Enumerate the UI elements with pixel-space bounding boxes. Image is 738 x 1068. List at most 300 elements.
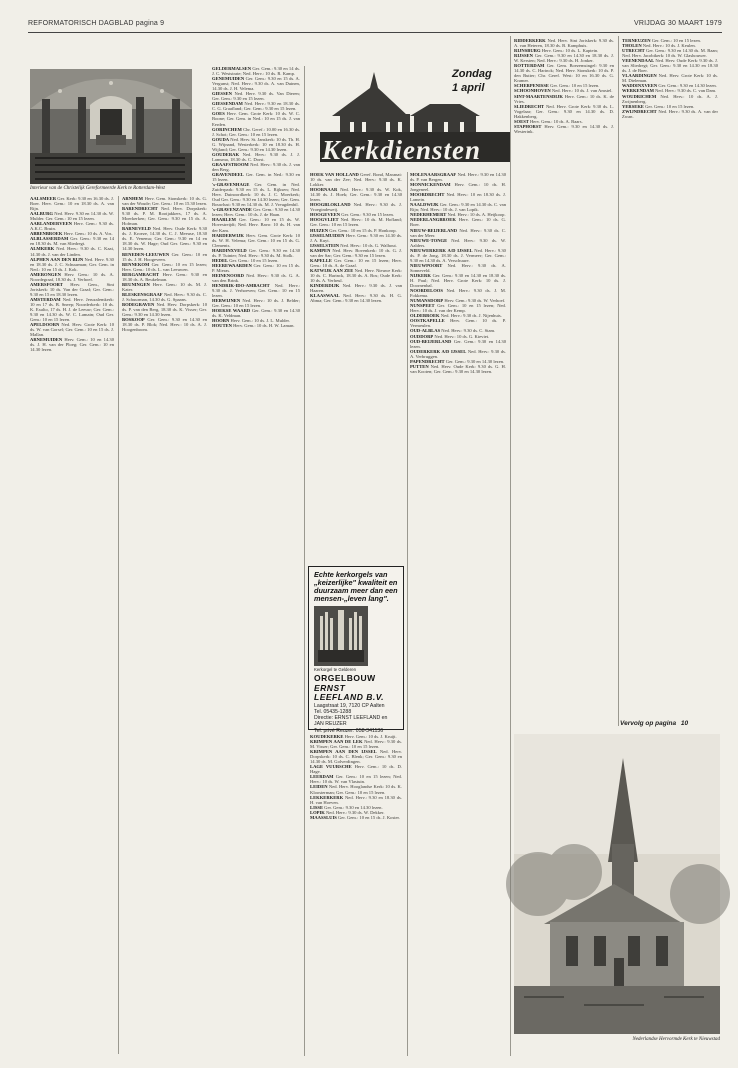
church-listing [30, 196, 114, 211]
church-listing [122, 302, 207, 317]
listing-services: Ned. Herv.: 9.30 ds. W. Aalders. [410, 237, 506, 248]
listing-services: Chr. Geref.: 10.00 en 16.30 ds. J. Schot; Ger. Gem.: 10 en 15 lezen. [212, 126, 300, 137]
listing-services: Ger. Gem.: 10 en 15 lezen. [228, 257, 279, 263]
listing-services: Herv. Gem.: 10 ds. M. J. Kater. [122, 281, 207, 292]
listing-services: Ned. Herv.: 9.30 ds. A. van der Zwan. [622, 108, 718, 119]
listing-services: Herv. Gem.: 10 ds. P. Vermeulen. [410, 318, 506, 329]
church-listing [30, 211, 114, 221]
listing-services: Ger. Gem.: 9.30 en 14.30 lezen; Herv. Gem.: 10 ds. J. de Haan. [212, 207, 300, 218]
church-listing [410, 364, 506, 374]
listing-services: Herv. Gem. Grote Kerk: 10 ds. W. H. Velema; Ger. Gem.: 10 en 15 ds. G. Clements. [212, 232, 300, 248]
listing-place: GELDERMALSEN [212, 66, 252, 71]
listing-services: Ned. Herv.: 10 ds. M. Hofland; Ger. Gem.: 10 en 15 lezen. [310, 217, 402, 228]
header-left: REFORMATORISCH DAGBLAD pagina 9 [28, 20, 165, 27]
listing-place: AMSTERDAM [30, 296, 61, 302]
listing-place: 's-GRAVENZANDE [212, 207, 252, 213]
listing-place: KAPELLE [310, 257, 332, 263]
listing-services: Ned. Herv. Oude Kerk: 9.30 ds. J. Kroeze, 14.30 ds. C. J. Meeuse, 18.30 ds. E. Venema; Ger. Gem.: 9.30 en 14 en 18.30 ds. W. Hage; Oud Ger. Gem.: 9.30 en 14.30 lezen. [122, 226, 207, 252]
ad-phone: Tel. 05435-1288 [314, 708, 352, 715]
listing-place: GOUDERAK [212, 151, 240, 157]
listing-place: MAASSLUIS [310, 814, 337, 820]
church-listing [410, 228, 506, 238]
church-listing [514, 63, 614, 83]
listing-place: RIJNSBURG [514, 48, 541, 54]
church-listing [410, 349, 506, 359]
listing-services: Ned. Herv. Oude Kerk: 9.30 ds. G. H. van Kooten; Ger. Gem.: 9.30 en 14.30 lezen. [410, 363, 506, 374]
listing-place: ALBLASSERDAM [30, 236, 69, 242]
listing-services: Ned. Herv. 9.30 en 18.30 ds. J. C. Schuurman; Ger. Gem. in Ned.: 10 en 15 ds. J. Kok. [30, 256, 114, 272]
church-listing [410, 192, 506, 202]
church-exterior-illustration [514, 734, 720, 1034]
listing-place: SLIEDRECHT [514, 103, 545, 109]
ad-heading: ORGELBOUW [314, 673, 376, 683]
church-listing [30, 297, 114, 322]
church-listing [622, 58, 718, 73]
church-listing [212, 263, 300, 273]
ad-address: Laagstraat 19, 7120 CP Aalten [314, 702, 385, 709]
church-listing [122, 252, 207, 262]
listing-place: LISSE [310, 804, 324, 810]
listing-services: Ned. Herv. Bovenkerk: 10 ds. G. J. van der Sar; Ger. Gem.: 9.30 en 15 lezen. [310, 247, 402, 258]
church-listing [122, 206, 207, 226]
listing-place: VEENENDAAL [622, 58, 655, 64]
listing-services: Ger. Gem.: 9.30 en 14.30 lezen. [410, 338, 506, 349]
listing-services: Ger. Gem.: 9.30 en 14.30 ds. K. Veldman. [212, 308, 301, 319]
church-listing [310, 774, 402, 784]
listing-services: Herv. Gem.: 10 ds. A. Vos. [62, 231, 113, 237]
church-listing [212, 248, 300, 258]
listing-place: HOOGEVEEN [310, 212, 341, 218]
listing-services: Herv. Gem.: 10 ds. L. Kaptein. [540, 48, 599, 54]
ad-name-1: ERNST [314, 682, 346, 693]
church-listing [310, 749, 402, 764]
listing-place: HAARLEM [212, 217, 236, 223]
listing-services: Herv. Gem.: 9.30 en 14.30 ds. J. A. Kuyt. [310, 232, 402, 243]
listing-services: Herv. Gem.: 10 ds. H. Jongeneel. [410, 182, 506, 193]
listing-services: Ned. Herv. Dorpskerk: 10 ds. P. van den Berg, 18.30 ds. K. Visser; Ger. Gem.: 9.30 en 14.30 lezen. [122, 301, 207, 318]
listing-services: Ned. Herv. Dorpskerk: 10 ds. C. Blenk; Ger. Gem.: 9.30 en 14.30 ds. M. Golverdingen. [310, 749, 402, 765]
listing-place: OUDERKERK A/D IJSSEL [410, 348, 467, 354]
listing-services: Herv. Gem.: 9.30 en 18.30 ds. A. Beukelman. [122, 271, 207, 282]
listing-place: MONNICKENDAM [410, 182, 451, 188]
listing-place: SCHOONHOVEN [514, 88, 551, 94]
church-listing [310, 764, 402, 774]
church-listing [212, 66, 300, 76]
listing-services: Ned. Herv.: 10 ds. G. Kieviet. [433, 333, 490, 339]
listing-services: Ned. Herv.: 9.30 ds. C. Kaai, 14.30 ds. J. van der Linden. [30, 246, 114, 257]
listing-services: Ger. Gem.: 10 en 15 lezen; Ned. Herv.: 10 ds. W. van Vlastuin. [310, 774, 402, 785]
church-listing [212, 137, 300, 152]
listing-place: WOUDRICHEM [622, 93, 657, 99]
church-listing [514, 94, 614, 104]
listing-place: GIESSEN [212, 91, 232, 97]
listing-services: Herv. Gem.: 10 ds. D. Hage. [310, 764, 402, 775]
church-listing [310, 172, 402, 187]
listing-place: HOOGVLIET [310, 217, 339, 223]
column-3-lower [310, 734, 402, 1056]
ad-name-2: LEEFLAND B.V. [314, 692, 384, 702]
listing-place: HUIZEN [310, 227, 329, 233]
listing-services: Ned. Herv.: 9.30 ds. C. J. Schuurman, 14.30 ds. G. Spaans. [122, 291, 207, 302]
listing-services: Ned. Herv.: 10 en 18.30 ds. J. Lamein. [410, 192, 506, 203]
church-listing [212, 101, 300, 111]
listing-place: BODEGRAVEN [122, 301, 155, 307]
listing-services: Ned. Herv.: 10 ds. J. van Amstel. [550, 88, 613, 94]
listing-services: Herv. Gem.: 9.30 ds. A.K.C. Bruin. [30, 221, 114, 232]
listing-services: Ned. Herv.: 9.30 ds. M. Visser; Ger. Gem.: 10 en 15 lezen. [310, 739, 402, 750]
listing-services: Herv. Gem. Sionskerk: 10 ds. G. van der Woude; Ger. Gem.: 10 en 15.30 lezen. [122, 196, 208, 207]
church-listing [514, 53, 614, 63]
listing-services: Ger. Gem.: 9.30 en 15 lezen. [340, 212, 394, 218]
listing-place: ALMKERK [30, 246, 55, 252]
listing-place: NEDERHEMERT [410, 212, 447, 218]
ad-directors: Directie: ERNST LEEFLAND en JAN REUZER [314, 715, 388, 728]
church-listing [410, 217, 506, 227]
listing-place: RIJSSEN [514, 53, 533, 59]
listing-services: Herv. Gem.: 10 ds. J. Kruijt. [343, 734, 397, 739]
column-1 [30, 196, 114, 1054]
listing-services: Ger. Gem.: 9.30 en 14.30 ds. P. Tuinier; Ned. Herv.: 9.30 ds. M. Stolk. [212, 247, 300, 258]
listing-place: KRIMPEN AAN DE LEK [310, 739, 363, 745]
listing-services: Herv. Gem.: 10 ds. A. Noordegraaf, 18.30 ds. J. Verhoef. [30, 271, 114, 282]
church-interior-photo [30, 69, 192, 184]
listing-place: LEERDAM [310, 774, 334, 780]
listing-services: Ger. Gem. in Ned. Zuiderpark: 9.30 en 15 ds. L. Rijksen; Ned. Herv. Duinoordkerk: 10 ds. J. C. Moerkerk; Oud Ger. Gem.: 9.30 en 14.30 lezen; Ger. Gem. Bouwlust: 9.30 en 14.30 ds. M. J. Vreugdenhil. [212, 182, 300, 208]
header-right: VRIJDAG 30 MAART 1979 [634, 20, 722, 27]
listing-place: SCHERPENISSE [514, 83, 549, 89]
listing-place: KAMPEN [310, 247, 331, 253]
listing-services: Ger. Gem.: 10 en 15 lezen; Herv. Gem.: 10 ds. L. van Leeuwen. [122, 261, 207, 272]
listing-place: AARLANDERVEEN [30, 221, 72, 227]
church-listing [310, 268, 402, 283]
photo-caption-nieuwstad: Nederlandse Hervormde Kerk te Nieuwstad [632, 1037, 720, 1042]
church-listing [410, 303, 506, 313]
listing-services: Ned. Herv.: 9.30 en 18.30 ds. H. van Hoeven. [310, 794, 402, 805]
listing-place: BLESKENSGRAAF [122, 291, 163, 297]
listing-place: THOLEN [622, 43, 642, 49]
listing-place: HEINENOORD [212, 272, 244, 278]
church-listing [410, 288, 506, 298]
church-listing [410, 263, 506, 273]
listing-services: Ger. Gem. in Ned.: 9.30 en 15 lezen. [212, 171, 300, 183]
listing-services: Herv. Gem.: 9.30 en 14.30 ds. J. Westerink. [514, 123, 614, 134]
organ-photo [314, 606, 368, 666]
listing-services: Ned. Herv.: 9.30 ds. G. A. van den Brink. [212, 272, 300, 283]
listing-place: NOORDELOOS [410, 288, 443, 294]
church-listing [410, 182, 506, 192]
listing-place: PAPENDRECHT [410, 358, 445, 364]
listing-place: MOORDRECHT [410, 192, 445, 198]
column-2 [122, 196, 207, 1054]
listing-services: Ger. Gem.: 9.30 en 14.30 en 18.30 ds. H. Paul; Ned. Herv. Grote Kerk: 10 ds. J. Doornenbal. [410, 272, 506, 289]
listing-place: KINDERDIJK [310, 283, 340, 289]
listing-services: Ger. Gem.: 10 en 15 lezen; Ned. Herv.: 10 ds. J. van der Kemp. [410, 303, 506, 314]
listing-place: HOEKSE WAARD [212, 308, 251, 314]
church-listing [212, 127, 300, 137]
listing-place: OUDDORP [410, 333, 434, 339]
listing-place: LEKKERKERK [310, 794, 344, 800]
listing-place: NEDERLANGBROEK [410, 217, 456, 223]
listing-services: Ned. Herv. Nieuwe Kerk: 10 ds. C. Harinck, 18.30 ds. A. Bos; Oude Kerk: 10 ds. A. Verheul. [310, 267, 402, 283]
listing-place: ALPHEN AAN DEN RIJN [30, 256, 84, 262]
listing-place: HEDEL [212, 257, 229, 263]
listing-services: Ned. Herv. St. Janskerk: 10 ds. Th. H. G. Wijnand, Westerkerk: 10 en 18.30 ds. H. Wijland; Ger. Gem.: 9.30 en 14.30 lezen. [212, 136, 300, 152]
church-listing [310, 258, 402, 268]
listing-services: Ned. Herv.: 9.30 ds. C. van Dam. [653, 88, 717, 94]
listing-place: BENNEKOM [122, 261, 150, 267]
listing-place: HOORNAAR [310, 187, 338, 193]
listing-place: GOUDA [212, 136, 230, 142]
listing-services: Ger. Gem.: 9.30 en 14.30 lezen. [657, 83, 717, 89]
listing-services: Ned. Herv.: 9.30 ds. J. Nijenhuis. [439, 313, 502, 319]
listing-services: Ger. Gem.: 9.30 en 15 ds. A. Vergunst; Ned. Herv.: 9.30 ds. A. van Duinen, 14.30 ds. J. H. Velema. [212, 76, 300, 92]
church-listing [212, 152, 300, 162]
listing-services: Ned. Herv.: 10 ds. J. Belder; Ger. Gem.: 10 en 15 lezen. [212, 298, 300, 309]
listing-place: KOUDEKERKE [310, 734, 344, 739]
organ-builder-advertisement [308, 566, 404, 734]
listing-services: Herv. Gem.: 9.30 ds. W. Verhoef. [443, 298, 506, 304]
listing-place: HOORN [212, 318, 230, 324]
listing-place: NUNSPEET [410, 303, 435, 309]
church-listing [212, 323, 300, 328]
listing-services: Ned. Herv. Sint Joriskerk: 9.30 ds. A. van Heteren, 18.30 ds. B. Kamphuis. [514, 38, 614, 49]
listing-services: Herv. Gem.: 10 ds. K. de Vries. [514, 93, 614, 104]
listing-place: VLAARDINGEN [622, 73, 657, 79]
church-listing [30, 221, 114, 231]
listing-place: GORINCHEM [212, 126, 242, 132]
listing-services: Ned. Herv.: 9.30 ds. H. G. Abma; Ger. Gem.: 9.30 en 14.30 lezen. [310, 293, 402, 304]
column-2-top [212, 66, 300, 1056]
listing-place: HOOGBLOKLAND [310, 202, 351, 208]
listing-place: AALSMEER [30, 196, 57, 201]
church-listing [212, 217, 300, 232]
church-listing [30, 282, 114, 297]
listing-place: HOEK VAN HOLLAND [310, 172, 359, 177]
listing-services: Ned. Herv.: 9.30 ds. P. de Jong, 18.30 ds. J. Vermeer; Ger. Gem.: 9.30 en 14.30 ds. A. Verschuure. [410, 247, 506, 263]
church-interior-illustration [30, 69, 192, 184]
listing-services: Ned. Herv.: 10 ds. A. Heijkoop. [446, 212, 506, 218]
listing-services: Ned. Herv. 9.30 ds. Van Dieren; Ger. Gem.: 9.30 en 15 lezen. [212, 91, 300, 102]
listing-services: Ned. Herv.: 9.30 ds. A. Verbruggen. [410, 348, 506, 359]
church-listing [310, 217, 402, 227]
church-listing [30, 272, 114, 282]
listing-place: WADDINXVEEN [622, 83, 658, 89]
listing-services: Ned. Herv.: 9.30 ds. J. van Haaren. [310, 283, 402, 294]
listing-place: NIEUWERKERK A/D IJSSEL [410, 247, 473, 253]
church-listing [622, 94, 718, 104]
listing-services: Ned. Herv.: 10 ds. A. J. Zwijnenberg. [622, 93, 718, 104]
listing-place: KATWIJK AAN ZEE [310, 267, 354, 273]
church-listing [212, 308, 300, 318]
listing-place: WERKENDAM [622, 88, 654, 94]
listing-place: NAALDWIJK [410, 202, 439, 208]
listing-services: Herv. Gem.: 10 ds. H. W. Laman. [231, 323, 295, 329]
listing-place: IJSSELMUIDEN [310, 232, 345, 238]
listing-services: Ger. Gem.: 10 en 15 lezen. [548, 83, 600, 89]
listing-place: MOLENAARSGRAAF [410, 172, 457, 177]
listing-place: NIEUWPOORT [410, 262, 443, 268]
church-listing [212, 182, 300, 207]
listing-place: ARNEMUIDEN [30, 337, 63, 343]
listing-services: Ger. Gem.: 9.30 en 14 ds. J. C. Weststrate; Ned. Herv.: 10 ds. R. Kamp. [212, 66, 300, 77]
listing-services: Ned. Herv. 9.30 en 14.30 ds. W. Mulder. Ger. Gem.: 10 en 15 lezen. [30, 211, 114, 222]
listing-place: AALBURG [30, 211, 53, 217]
photo-caption-rotterdam: Interieur van de Christelijk Gereformeerde Kerk te Rotterdam-West [30, 186, 165, 191]
page-header [28, 20, 722, 33]
listing-place: TERNEUZEN [622, 38, 651, 43]
listing-place: OOSTKAPELLE [410, 318, 445, 324]
church-listing [410, 248, 506, 263]
listing-services: Ger. Gem.: 10 en 15 lezen. [650, 38, 701, 43]
listing-place: GIESSENDAM [212, 101, 243, 107]
listing-place: LEIDEN [310, 784, 328, 790]
listing-place: BOSKOOP [122, 317, 145, 323]
church-listing [212, 298, 300, 308]
listing-services: Herv. Gem.: 10 ds. G. Boer. [410, 217, 506, 228]
church-listing [410, 202, 506, 212]
listing-services: Ned. Herv.: 9.30 ds. J. J. Lamsma, 18.30 ds. C. Dorst. [212, 151, 300, 162]
listing-place: BERGAMBACHT [122, 271, 160, 277]
church-listing [514, 104, 614, 119]
church-listing [212, 162, 300, 172]
church-listing [410, 339, 506, 349]
listing-place: OUD-ALBLAS [410, 328, 441, 334]
church-listing [310, 293, 402, 303]
listing-services: Ned. Herv.: 9.30 ds. J. Verhoeven; Ger. Gem.: 10 en 15 lezen. [212, 283, 300, 299]
listing-place: ROTTERDAM [514, 63, 545, 69]
listing-place: HARDINXVELD [212, 247, 247, 253]
listing-services: Ned. Herv. Hooglandse Kerk: 10 ds. K. Kloosterman; Ger. Gem.: 10 en 15 lezen. [310, 784, 402, 795]
church-listing [212, 91, 300, 101]
listing-services: Ned. Herv.: 10 ds. G. Walhout. [339, 242, 397, 248]
church-listing [212, 207, 300, 217]
listing-services: Geref. Bond, Maranat: 10 ds. van der Zee; Ned. Herv.: 9.30 ds. K. Lokker. [310, 172, 402, 188]
ad-title: Echte kerkorgels van „keizerlijke" kwaliteit en duurzaam meer dan een mensen-„leven lang". [314, 570, 398, 603]
listing-services: Ned. Herv.: 9.30 en 18.30 ds. C. G. Graafland; Ger. Gem.: 9.30 en 15 lezen. [212, 101, 300, 112]
church-listing [212, 172, 300, 182]
church-listing [122, 226, 207, 251]
listing-services: Ned. Herv.: 9.30 ds. W. Kok, 14.30 ds. J. Hoek; Ger. Gem.: 9.30 en 14.30 lezen. [310, 187, 402, 203]
church-listing [622, 48, 718, 58]
listing-services: Ned. Herv.: 9.30 ds. A. Sonneveld. [410, 262, 506, 273]
banner-title: Kerkdiensten [322, 135, 482, 165]
column-6 [622, 38, 718, 718]
church-listing [622, 109, 718, 119]
listing-place: LOPIK [310, 809, 325, 815]
listing-place: AMERONGEN [30, 271, 61, 277]
listing-services: Herv. Gem., Sint Joriskerk: 10 ds. Van der Graaf; Ger. Gem.: 9.30 en 15 en 18.30 lezen. [30, 281, 114, 297]
banner-date: 1 april [452, 82, 485, 94]
church-listing [122, 292, 207, 302]
listing-place: UTRECHT [622, 48, 645, 54]
listing-services: Ned. Herv.: 9.30 en 14.30 ds. P. van Bergen. [410, 172, 506, 183]
listing-place: BARNEVELD [122, 226, 151, 232]
church-listing [310, 815, 402, 820]
listing-services: Ned. Herv. Jeruzalemkerk: 10 en 17 ds. B. Sneep; Noorderkerk: 10 ds. K. Exalto, 17 ds. H. J. de Leeuw; Ger. Gem.: 9.30 en 14.30 ds. W. C. Lamain; Oud Ger. Gem.: 10 en 15 lezen. [30, 296, 114, 323]
church-listing [122, 272, 207, 282]
church-listing [514, 124, 614, 134]
church-listing [122, 282, 207, 292]
listing-place: RIDDERKERK [514, 38, 546, 43]
listing-services: Ger. Gem.: 9.30 en 14.30 ds. C. van Rijn; Ned. Herv.: 10 ds. J. van Lopik. [410, 202, 506, 213]
listing-services: Ned. Herv. Grote Kerk: 9.30 ds. L. Vogelaar; Ger. Gem.: 9.30 en 14.30 ds. D. Hakkenberg. [514, 103, 614, 119]
church-listing [212, 283, 300, 298]
church-listing [122, 262, 207, 272]
listing-services: Ger. Gem.: 10 en 15 ds. J. Koster. [336, 814, 400, 820]
listing-place: SINT-MAARTENSDIJK [514, 93, 563, 99]
church-listing [310, 202, 402, 212]
organ-icon [314, 606, 368, 666]
listing-place: KRIMPEN AAN DEN IJSSEL [310, 749, 377, 755]
listing-services: Herv. Gem.: 10 en 14.30 ds. J. H. van der Ploeg; Ger. Gem.: 10 en 14.30 lezen. [30, 337, 114, 353]
listing-place: GOES [212, 111, 225, 117]
church-listing [410, 172, 506, 182]
listing-services: Herv. Gem.: 10 ds. A. Baars. [528, 118, 583, 124]
listing-services: Ned. Herv.: 9.30 ds. J. M. Fokkema. [410, 288, 506, 299]
church-listing [30, 236, 114, 246]
listing-services: Ger. Gem.: 9.30 en 14.30 en 18.30 ds. P. Blok; Ned. Herv.: 10 ds. A. J. Hoogenboom. [122, 317, 207, 333]
church-listing [310, 283, 402, 293]
church-listing [310, 739, 402, 749]
listing-place: ZWIJNDRECHT [622, 108, 657, 114]
listing-place: HOUTEN [212, 323, 232, 329]
listing-place: NIJKERK [410, 272, 431, 278]
listing-services: Ger. Gem.: 9.30 en 14.30 ds. M. Baan; Ned. Herv. Jacobikerk: 10 ds. W. Glashouwer. [622, 48, 718, 59]
listing-place: GENEMUIDEN [212, 76, 245, 82]
listing-place: HARDERWIJK [212, 232, 244, 238]
listing-place: IJSSELSTEIN [310, 242, 340, 248]
organ-photo-caption: Kerkorgel te Gelderen [314, 667, 357, 672]
listing-services: Ned. Herv. Oude Kerk: 9.30 ds. J. van Sliedregt; Ger. Gem.: 9.30 en 14.30 en 18.30 ds. J. de Boer. [622, 58, 718, 74]
church-listing [122, 317, 207, 332]
listing-place: NIEUWE-TONGE [410, 237, 448, 243]
listing-place: ABBENBROEK [30, 231, 63, 237]
ad-private-phone: Tel. privé Reuzer: 058-341136 [314, 727, 384, 734]
listing-services: Ger. Kerk: 9.30 en 16.30 ds. J. Boer. Herv. Gem.: 10 en 18.30 ds. A. van Rijn. [30, 196, 114, 212]
continued-label: Vervolg op pagina [620, 720, 677, 727]
listing-place: LAGE VUURSCHE [310, 764, 352, 770]
banner-day: Zondag [452, 68, 492, 80]
listing-services: Herv. Gem. Grote Kerk: 10 ds. W. C. Boone; Ger. Gem. in Ned.: 10 en 15 ds. J. van Eerden. [212, 111, 300, 127]
listing-services: Ned. Herv.: 9.30 ds. W. Dekker. [324, 809, 385, 815]
listing-services: Ger. Gem.: 10 en 15 lezen. [643, 103, 695, 109]
church-listing [30, 322, 114, 337]
listing-services: Ger. Gem.: 9.30 en 14 en 18.30 ds. M. van Sliedregt. [30, 236, 114, 247]
listing-services: Ger. Gem.: 9.30 en 14.30 lezen. [444, 358, 505, 364]
listing-services: Ned. Herv. Grote Kerk: 10 ds. W. van Gorsel; Ger. Gem.: 10 en 15 ds. J. Mallan. [30, 322, 114, 338]
listing-services: Ger. Gem.: 10 en 15 ds. P. Mieras. [212, 262, 300, 273]
listing-services: Ger. Gem.: 10 en 15 lezen; Herv. Gem.: 10 ds. A. de Graaf. [310, 257, 402, 268]
church-listing [310, 187, 402, 202]
church-exterior-photo [514, 734, 720, 1034]
church-listing [310, 233, 402, 243]
listing-place: BEUNINGEN [122, 281, 150, 287]
listing-place: HERWIJNEN [212, 298, 241, 304]
church-listing [310, 795, 402, 805]
column-4 [410, 172, 506, 1056]
continued-page-number: 10 [680, 720, 689, 727]
church-listing [310, 248, 402, 258]
listing-place: YERSEKE [622, 103, 644, 109]
listing-place: NIEUW-BEIJERLAND [410, 227, 458, 233]
listing-services: Ned. Herv. Dorpskerk: 9.30 ds. P. M. Rooijakkers, 17 ds. A. Moerkerken; Ger. Gem.: 9.30 en 15 ds. A. Hofman. [122, 206, 207, 227]
church-listing [410, 238, 506, 248]
church-listing [410, 318, 506, 328]
column-5 [514, 38, 614, 718]
listing-place: NUMANSDORP [410, 298, 444, 304]
listing-services: Ned. Herv.: 9.30 ds. C. van der Meer. [410, 227, 506, 238]
listing-place: HENDRIK-IDO-AMBACHT [212, 283, 270, 289]
